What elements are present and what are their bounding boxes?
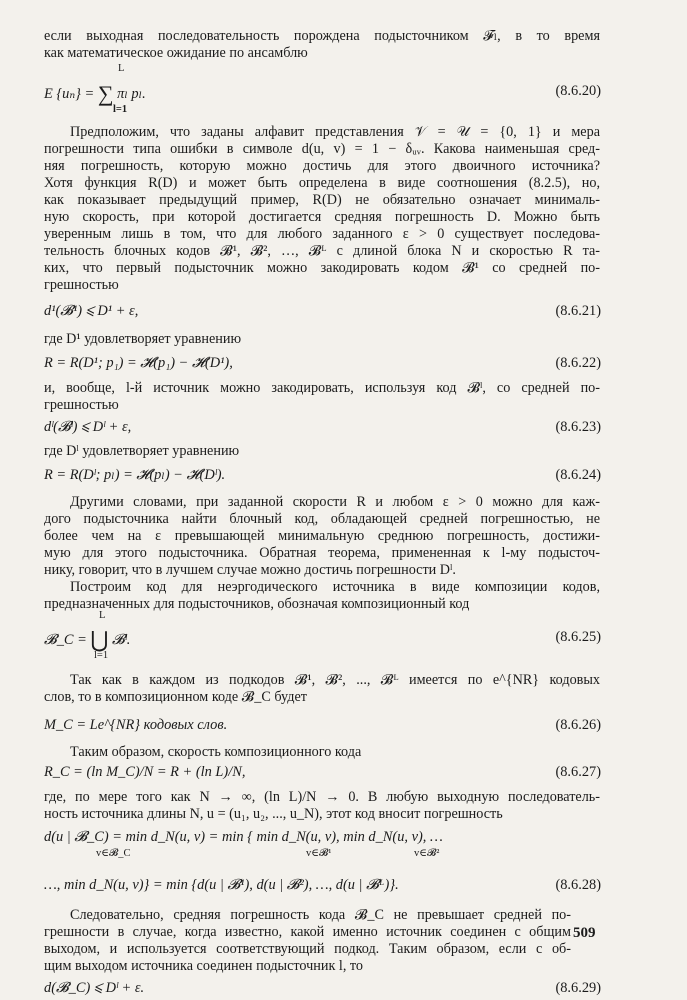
eq-rhs: 𝓑ˡ.: [108, 632, 131, 648]
text-line: где Dˡ удовлетворяет уравнению: [44, 443, 240, 459]
page-number: 509: [573, 925, 596, 941]
equation-number: (8.6.29): [555, 980, 601, 996]
equation-8-6-22: R = R(D¹; p₁) = 𝓗(p₁) − 𝓗(D¹),: [44, 355, 233, 371]
equation-number: (8.6.22): [555, 355, 601, 371]
equation-number: (8.6.27): [555, 764, 601, 780]
equation-8-6-27: R_C = (ln M_C)/N = R + (ln L)/N,: [44, 764, 246, 780]
text-line: няя погрешность, которую можно достичь для этого двоичного источника?: [44, 158, 600, 174]
min-subscript: v∈𝓑²: [414, 848, 440, 859]
equation-number: (8.6.23): [555, 419, 601, 435]
text-line: мую для этого подысточника. Обратная теорема, примененная к l-му подысточ-: [44, 545, 600, 561]
text-line: Предположим, что заданы алфавит представления 𝒱 = 𝒰 = {0, 1} и мера: [70, 124, 600, 140]
text-line: если выходная последовательность порождена подысточником 𝓕ₗ, в то время: [44, 28, 600, 44]
text-line: как математическое ожидание по ансамблю: [44, 45, 308, 61]
equation-number: (8.6.20): [555, 83, 601, 99]
union-lower-limit: l=1: [94, 650, 109, 661]
text-line: Следовательно, средняя погрешность кода 𝓑_C не превышает средней по-: [70, 907, 571, 923]
eq-lhs: E {uₙ} =: [44, 86, 98, 102]
union-upper-limit: L: [99, 610, 106, 621]
text-line: где, по мере того как N → ∞, (ln L)/N → 0. В любую выходную последователь-: [44, 789, 600, 805]
equation-8-6-26: M_C = Le^{NR} кодовых слов.: [44, 717, 228, 733]
text-line: предназначенных для подысточников, обозначая композиционный код: [44, 596, 470, 612]
text-line: дого подысточника найти блочный код, обладающей средней погрешностью, не: [44, 511, 600, 527]
eq-lhs: 𝓑_C =: [44, 632, 91, 648]
equation-8-6-29: d(𝓑_C) ⩽ Dˡ + ε.: [44, 980, 145, 996]
union-symbol: ⋃: [90, 627, 109, 652]
min-subscript: v∈𝓑_C: [96, 848, 131, 859]
sum-lower-limit: l=1: [113, 104, 128, 115]
equation-8-6-23: dˡ(𝓑ˡ) ⩽ Dˡ + ε,: [44, 419, 132, 435]
text-line: погрешности типа ошибки в символе d(u, v) = 1 − δᵤᵥ. Какова наименьшая сред-: [44, 141, 600, 157]
text-line: тельность блочных кодов 𝓑¹, 𝓑², …, 𝓑ᴸ с длиной блока N и скоростью R та-: [44, 243, 600, 259]
equation-number: (8.6.24): [555, 467, 601, 483]
text-line: нику, говорит, что в лучшем случае можно достичь погрешности Dˡ.: [44, 562, 456, 578]
equation-8-6-24: R = R(Dˡ; pₗ) = 𝓗(pₗ) − 𝓗(Dˡ).: [44, 467, 226, 483]
text-line: и, вообще, l-й источник можно закодировать, используя код 𝓑ˡ, со средней по-: [44, 380, 600, 396]
equation-number: (8.6.21): [555, 303, 601, 319]
equation-number: (8.6.28): [555, 877, 601, 893]
text-line: грешностью: [44, 277, 119, 293]
text-line: где D¹ удовлетворяет уравнению: [44, 331, 242, 347]
text-line: Так как в каждом из подкодов 𝓑¹, 𝓑², ..., 𝓑ᴸ имеется по e^{NR} кодовых: [70, 672, 600, 688]
text-line: грешностью: [44, 397, 119, 413]
text-line: выходом, и используется соответствующий подкод. Таким образом, если с об-: [44, 941, 571, 957]
text-line: уверенным лишь в том, что для любого заданного ε > 0 существует последова-: [44, 226, 600, 242]
text-line: щим выходом источника соединен подысточник l, то: [44, 958, 364, 974]
text-line: слов, то в композиционном коде 𝓑_C будет: [44, 689, 307, 705]
text-line: ность источника длины N, u = (u₁, u₂, ..., u_N), этот код вносит погрешность: [44, 806, 503, 822]
equation-number: (8.6.26): [555, 717, 601, 733]
text-line: грешности в случае, когда известно, какой именно источник соединен с общим: [44, 924, 571, 940]
text-line: Другими словами, при заданной скорости R и любом ε > 0 можно для каж-: [70, 494, 600, 510]
eq-rhs: πₗ pₗ.: [113, 86, 146, 102]
equation-8-6-21: d¹(𝓑¹) ⩽ D¹ + ε,: [44, 303, 139, 319]
text-line: Построим код для неэргодического источника в виде композиции кодов,: [70, 579, 600, 595]
min-subscript: v∈𝓑¹: [306, 848, 332, 859]
text-line: как показывает предыдущий пример, R(D) не обязательно означает минималь-: [44, 192, 600, 208]
text-line: Хотя функция R(D) и может быть определена в виде соотношения (8.2.5), но,: [44, 175, 600, 191]
sum-upper-limit: L: [118, 63, 125, 74]
equation-8-6-28-line1: d(u | 𝓑_C) = min d_N(u, v) = min { min d_N(u, v), min d_N(u, v), …: [44, 829, 443, 845]
equation-number: (8.6.25): [555, 629, 601, 645]
text-line: ную скорость, при которой достигается средняя погрешность D. Можно быть: [44, 209, 600, 225]
equation-8-6-28-line2: …, min d_N(u, v)} = min {d(u | 𝓑¹), d(u | 𝓑²), …, d(u | 𝓑ᴸ)}.: [44, 877, 399, 893]
equation-8-6-20: [44, 81, 146, 106]
equation-8-6-25: [44, 627, 131, 652]
text-line: Таким образом, скорость композиционного кода: [70, 744, 362, 760]
sum-symbol: ∑: [97, 81, 114, 106]
text-line: ких, что первый подысточник можно закодировать кодом 𝓑¹ со средней по-: [44, 260, 600, 276]
text-line: более чем на ε превышающей минимальную среднюю погрешность, достижи-: [44, 528, 600, 544]
